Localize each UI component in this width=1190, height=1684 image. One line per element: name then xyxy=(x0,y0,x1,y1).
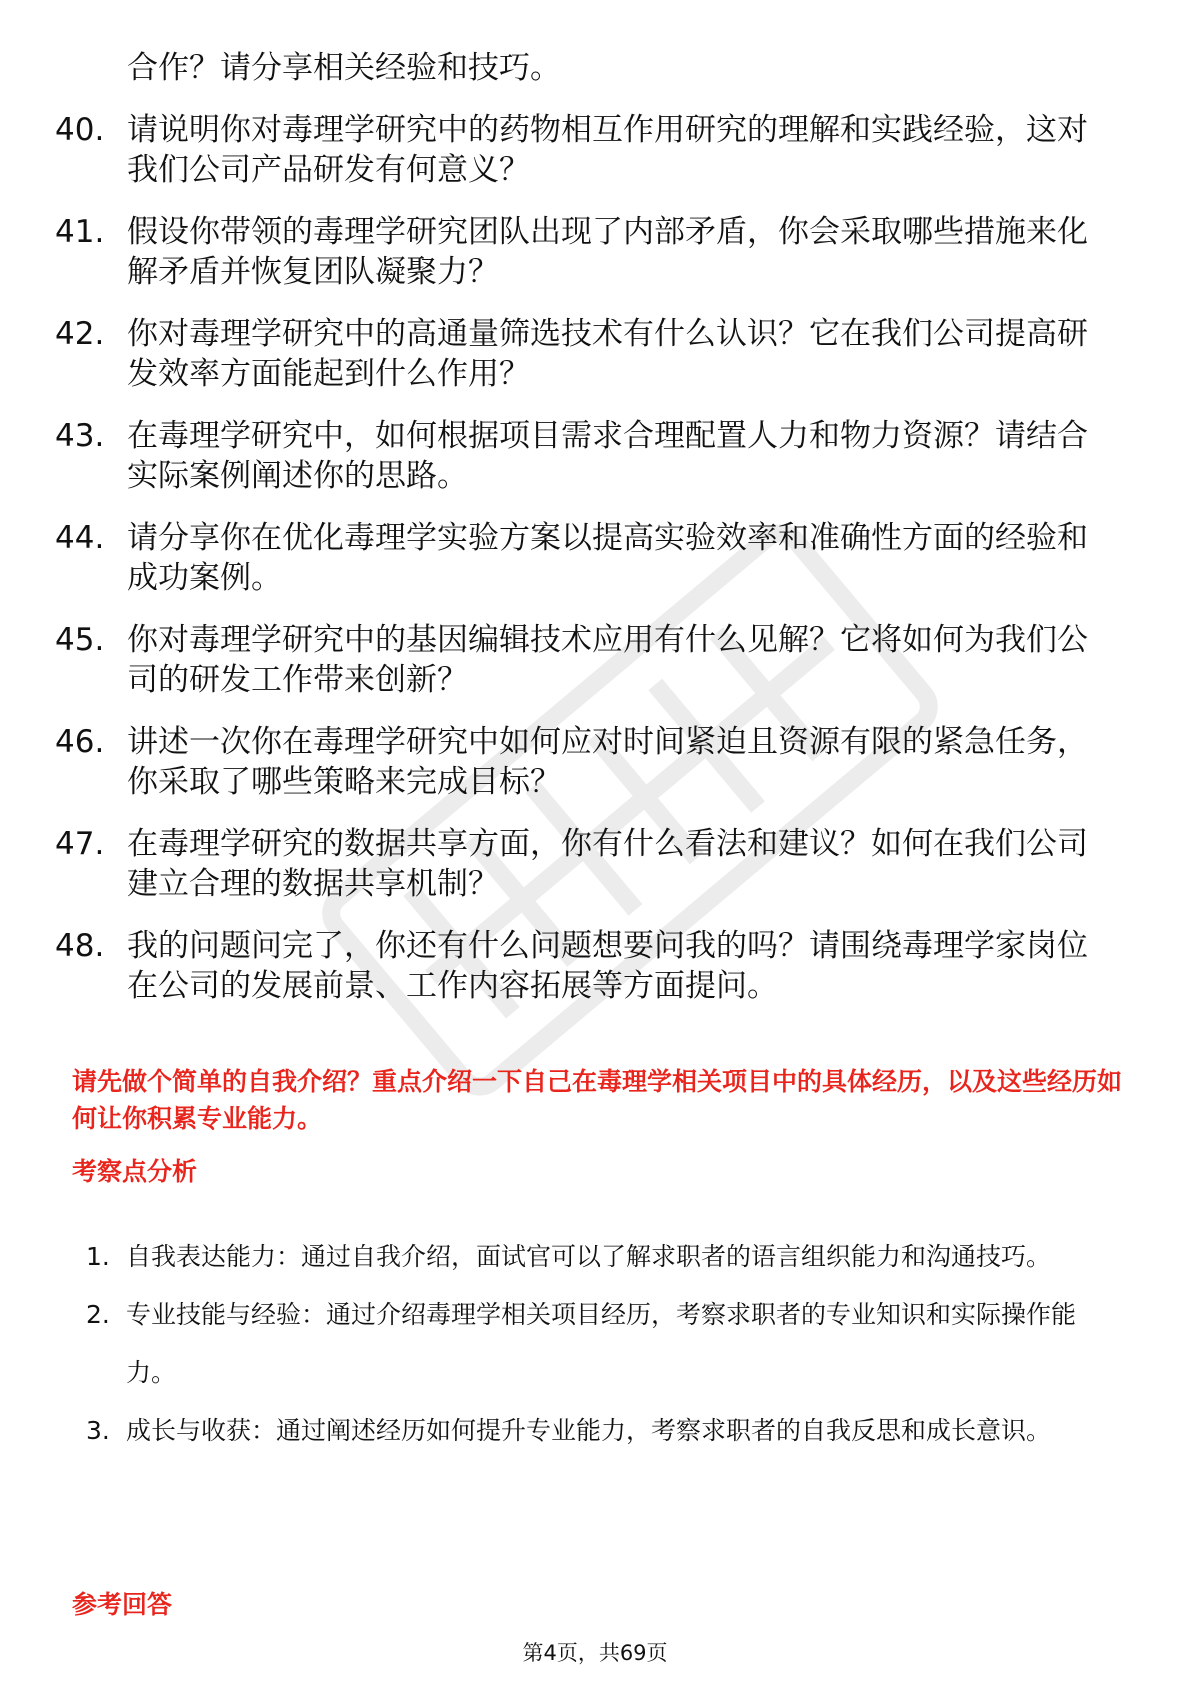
question-number: 46. xyxy=(55,724,105,760)
question-number: 44. xyxy=(55,520,105,556)
question-item xyxy=(55,212,1115,292)
question-item xyxy=(55,314,1115,394)
question-text: 你对毒理学研究中的高通量筛选技术有什么认识？它在我们公司提高研发效率方面能起到什么作用？ xyxy=(127,316,1088,392)
question-text: 你对毒理学研究中的基因编辑技术应用有什么见解？它将如何为我们公司的研发工作带来创新？ xyxy=(127,622,1088,698)
question-text: 假设你带领的毒理学研究团队出现了内部矛盾，你会采取哪些措施来化解矛盾并恢复团队凝聚力？ xyxy=(127,214,1088,290)
question-item xyxy=(55,518,1115,598)
question-item xyxy=(55,722,1115,802)
question-number: 45. xyxy=(55,622,105,658)
question-number: 41. xyxy=(55,214,105,250)
question-item xyxy=(55,824,1115,904)
question-number: 40. xyxy=(55,112,105,148)
answer-title: 参考回答 xyxy=(72,1590,173,1619)
question-list xyxy=(55,48,1115,1028)
question-text: 合作？请分享相关经验和技巧。 xyxy=(127,50,561,86)
question-text: 讲述一次你在毒理学研究中如何应对时间紧迫且资源有限的紧急任务，你采取了哪些策略来完成目标？ xyxy=(127,724,1088,800)
analysis-point xyxy=(86,1228,1121,1286)
analysis-point-number: 3. xyxy=(86,1416,110,1445)
analysis-point-number: 2. xyxy=(86,1300,110,1329)
question-item xyxy=(55,926,1115,1006)
analysis-point xyxy=(86,1402,1121,1460)
analysis-point-number: 1. xyxy=(86,1242,110,1271)
question-item xyxy=(55,48,1115,88)
highlight-question: 请先做个简单的自我介绍？重点介绍一下自己在毒理学相关项目中的具体经历，以及这些经历如何让你积累专业能力。 xyxy=(72,1067,1123,1133)
analysis-points-list xyxy=(86,1228,1121,1460)
question-number: 48. xyxy=(55,928,105,964)
question-number: 43. xyxy=(55,418,105,454)
question-text: 在毒理学研究的数据共享方面，你有什么看法和建议？如何在我们公司建立合理的数据共享机制？ xyxy=(127,826,1088,902)
page-footer: 第4页，共69页 xyxy=(522,1641,668,1665)
question-text: 请说明你对毒理学研究中的药物相互作用研究的理解和实践经验，这对我们公司产品研发有何意义？ xyxy=(127,112,1088,188)
analysis-title: 考察点分析 xyxy=(72,1157,198,1186)
analysis-point xyxy=(86,1286,1121,1402)
question-number: 42. xyxy=(55,316,105,352)
question-item xyxy=(55,110,1115,190)
question-text: 在毒理学研究中，如何根据项目需求合理配置人力和物力资源？请结合实际案例阐述你的思路。 xyxy=(127,418,1088,494)
analysis-point-text: 专业技能与经验：通过介绍毒理学相关项目经历，考察求职者的专业知识和实际操作能力。 xyxy=(126,1300,1077,1387)
question-item xyxy=(55,416,1115,496)
question-text: 请分享你在优化毒理学实验方案以提高实验效率和准确性方面的经验和成功案例。 xyxy=(127,520,1088,596)
analysis-point-text: 自我表达能力：通过自我介绍，面试官可以了解求职者的语言组织能力和沟通技巧。 xyxy=(126,1242,1052,1271)
question-item xyxy=(55,620,1115,700)
question-number: 47. xyxy=(55,826,105,862)
analysis-point-text: 成长与收获：通过阐述经历如何提升专业能力，考察求职者的自我反思和成长意识。 xyxy=(126,1416,1052,1445)
question-text: 我的问题问完了，你还有什么问题想要问我的吗？请围绕毒理学家岗位在公司的发展前景、工作内容拓展等方面提问。 xyxy=(127,928,1088,1004)
